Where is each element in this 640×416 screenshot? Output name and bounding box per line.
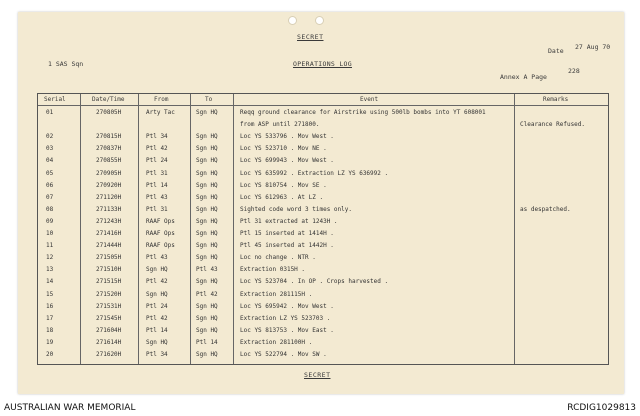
to-cell: Sgn HQ: [196, 254, 218, 262]
archive-id: RCDIG1029813: [567, 403, 636, 413]
to-cell: Ptl 42: [196, 290, 218, 298]
serial-cell: 20: [46, 351, 54, 358]
datetime-cell: 271614H: [96, 338, 122, 346]
serial-cell: 17: [46, 314, 54, 322]
date-value: 27 Aug 70: [575, 43, 611, 51]
to-cell: Ptl 14: [196, 338, 218, 346]
datetime-cell: 271520H: [96, 290, 122, 298]
punch-hole: [315, 16, 324, 25]
page-title: OPERATIONS LOG: [293, 60, 352, 68]
from-cell: Sgn HQ: [146, 338, 168, 346]
event-cell: Loc YS 522794 . Mov SW .: [240, 351, 327, 358]
operations-log-table: [37, 93, 609, 365]
table-row: [38, 252, 608, 265]
event-cell: Loc no change . NTR .: [240, 254, 316, 262]
datetime-cell: 271133H: [96, 205, 122, 213]
serial-cell: 12: [46, 254, 54, 262]
serial-cell: 18: [46, 326, 54, 334]
column-header-datetime: Date/Time: [92, 96, 125, 103]
to-cell: Sgn HQ: [196, 169, 218, 177]
to-cell: Sgn HQ: [196, 193, 218, 201]
archive-name: AUSTRALIAN WAR MEMORIAL: [4, 403, 136, 413]
serial-cell: 11: [46, 242, 54, 250]
to-cell: Sgn HQ: [196, 145, 218, 153]
table-row: [38, 276, 608, 289]
datetime-cell: 271243H: [96, 217, 122, 225]
classification-bottom: SECRET: [304, 371, 331, 379]
to-cell: Sgn HQ: [196, 217, 218, 225]
table-row: [38, 131, 608, 144]
column-header-remarks: Remarks: [543, 96, 569, 103]
datetime-cell: 271515H: [96, 278, 122, 286]
table-row: [38, 216, 608, 229]
punch-holes: [288, 16, 324, 25]
serial-cell: 08: [46, 205, 54, 213]
from-cell: Ptl 42: [146, 314, 168, 322]
table-row: [38, 301, 608, 314]
datetime-cell: 270855H: [96, 157, 122, 165]
annex-page: 228: [568, 67, 580, 75]
event-cell: Loc YS 699943 . Mov West .: [240, 157, 334, 165]
column-header-serial: Serial: [44, 96, 66, 103]
to-cell: Sgn HQ: [196, 278, 218, 286]
serial-cell: 01: [46, 109, 54, 116]
datetime-cell: 271416H: [96, 230, 122, 237]
from-cell: Ptl 31: [146, 205, 168, 213]
table-row: [38, 228, 608, 241]
to-cell: Sgn HQ: [196, 230, 218, 237]
column-header-event: Event: [360, 96, 379, 103]
event-cell: Extraction LZ YS 523703 .: [240, 314, 331, 322]
from-cell: Ptl 34: [146, 133, 168, 141]
from-cell: Ptl 24: [146, 157, 168, 165]
event-cell: Ptl 45 inserted at 1442H .: [240, 242, 334, 250]
to-cell: Sgn HQ: [196, 242, 218, 250]
to-cell: Sgn HQ: [196, 181, 218, 189]
datetime-cell: 270805H: [96, 109, 122, 116]
event-cell: from ASP until 271800.: [240, 121, 320, 129]
column-header-from: From: [154, 96, 169, 103]
serial-cell: 13: [46, 266, 54, 274]
table-row: [38, 107, 608, 120]
serial-cell: 10: [46, 230, 54, 237]
table-row: [38, 143, 608, 156]
datetime-cell: 270905H: [96, 169, 122, 177]
serial-cell: 06: [46, 181, 54, 189]
to-cell: Sgn HQ: [196, 133, 218, 141]
to-cell: Ptl 43: [196, 266, 218, 274]
unit-name: 1 SAS Sqn: [48, 60, 84, 68]
from-cell: Ptl 31: [146, 169, 168, 177]
from-cell: Ptl 43: [146, 193, 168, 201]
event-cell: Extraction 281115H .: [240, 290, 313, 298]
from-cell: Ptl 42: [146, 278, 168, 286]
from-cell: Sgn HQ: [146, 290, 168, 298]
event-cell: Loc YS 813753 . Mov East .: [240, 326, 334, 334]
table-row: [38, 192, 608, 205]
to-cell: Sgn HQ: [196, 109, 218, 116]
serial-cell: 04: [46, 157, 54, 165]
datetime-cell: 270815H: [96, 133, 122, 141]
caption-bar: [0, 400, 640, 416]
table-row: [38, 168, 608, 181]
serial-cell: 09: [46, 217, 54, 225]
table-row: [38, 240, 608, 253]
datetime-cell: 271531H: [96, 302, 122, 310]
from-cell: RAAF Ops: [146, 217, 175, 225]
to-cell: Sgn HQ: [196, 351, 218, 358]
from-cell: Ptl 24: [146, 302, 168, 310]
datetime-cell: 270837H: [96, 145, 122, 153]
to-cell: Sgn HQ: [196, 326, 218, 334]
serial-cell: 02: [46, 133, 54, 141]
from-cell: Sgn HQ: [146, 266, 168, 274]
from-cell: Ptl 14: [146, 326, 168, 334]
table-row: [38, 325, 608, 338]
datetime-cell: 271444H: [96, 242, 122, 250]
table-row: [38, 313, 608, 326]
from-cell: Arty Tac: [146, 109, 175, 116]
table-row: [38, 337, 608, 350]
table-row: [38, 119, 608, 132]
column-header-to: To: [205, 96, 213, 103]
datetime-cell: 271604H: [96, 326, 122, 334]
event-cell: Extraction 281100H .: [240, 338, 313, 346]
remarks-cell: as despatched.: [520, 205, 571, 213]
to-cell: Sgn HQ: [196, 314, 218, 322]
event-cell: Sighted code word 3 times only.: [240, 205, 352, 213]
annex-label: Annex A Page: [500, 73, 547, 81]
event-cell: Loc YS 523710 . Mov NE .: [240, 145, 327, 153]
from-cell: Ptl 42: [146, 145, 168, 153]
serial-cell: 19: [46, 338, 54, 346]
table-row: [38, 180, 608, 193]
table-row: [38, 289, 608, 302]
datetime-cell: 271505H: [96, 254, 122, 262]
event-cell: Loc YS 810754 . Mov SE .: [240, 181, 327, 189]
table-row: [38, 349, 608, 362]
to-cell: Sgn HQ: [196, 302, 218, 310]
remarks-cell: Clearance Refused.: [520, 121, 586, 129]
to-cell: Sgn HQ: [196, 205, 218, 213]
event-cell: Reqq ground clearance for Airstrike using 500lb bombs into YT 608001: [240, 109, 486, 116]
datetime-cell: 271545H: [96, 314, 122, 322]
from-cell: RAAF Ops: [146, 230, 175, 237]
datetime-cell: 271120H: [96, 193, 122, 201]
event-cell: Loc YS 635992 . Extraction LZ YS 636992 .: [240, 169, 389, 177]
event-cell: Loc YS 612963 . At LZ .: [240, 193, 324, 201]
datetime-cell: 271620H: [96, 351, 122, 358]
serial-cell: 16: [46, 302, 54, 310]
to-cell: Sgn HQ: [196, 157, 218, 165]
classification-top: SECRET: [297, 33, 324, 41]
event-cell: Extraction 0315H .: [240, 266, 306, 274]
event-cell: Loc YS 695942 . Mov West .: [240, 302, 334, 310]
serial-cell: 15: [46, 290, 54, 298]
serial-cell: 14: [46, 278, 54, 286]
from-cell: RAAF Ops: [146, 242, 175, 250]
table-row: [38, 264, 608, 277]
event-cell: Ptl 31 extracted at 1243H .: [240, 217, 338, 225]
event-cell: Ptl 15 inserted at 1414H .: [240, 230, 334, 237]
datetime-cell: 271510H: [96, 266, 122, 274]
event-cell: Loc YS 523704 . In OP . Crops harvested .: [240, 278, 389, 286]
from-cell: Ptl 14: [146, 181, 168, 189]
from-cell: Ptl 43: [146, 254, 168, 262]
datetime-cell: 270920H: [96, 181, 122, 189]
table-row: [38, 204, 608, 217]
punch-hole: [288, 16, 297, 25]
date-label: Date: [548, 47, 564, 55]
header-rule: [38, 105, 608, 106]
event-cell: Loc YS 533796 . Mov West .: [240, 133, 334, 141]
from-cell: Ptl 34: [146, 351, 168, 358]
table-row: [38, 155, 608, 168]
serial-cell: 05: [46, 169, 54, 177]
serial-cell: 07: [46, 193, 54, 201]
serial-cell: 03: [46, 145, 54, 153]
